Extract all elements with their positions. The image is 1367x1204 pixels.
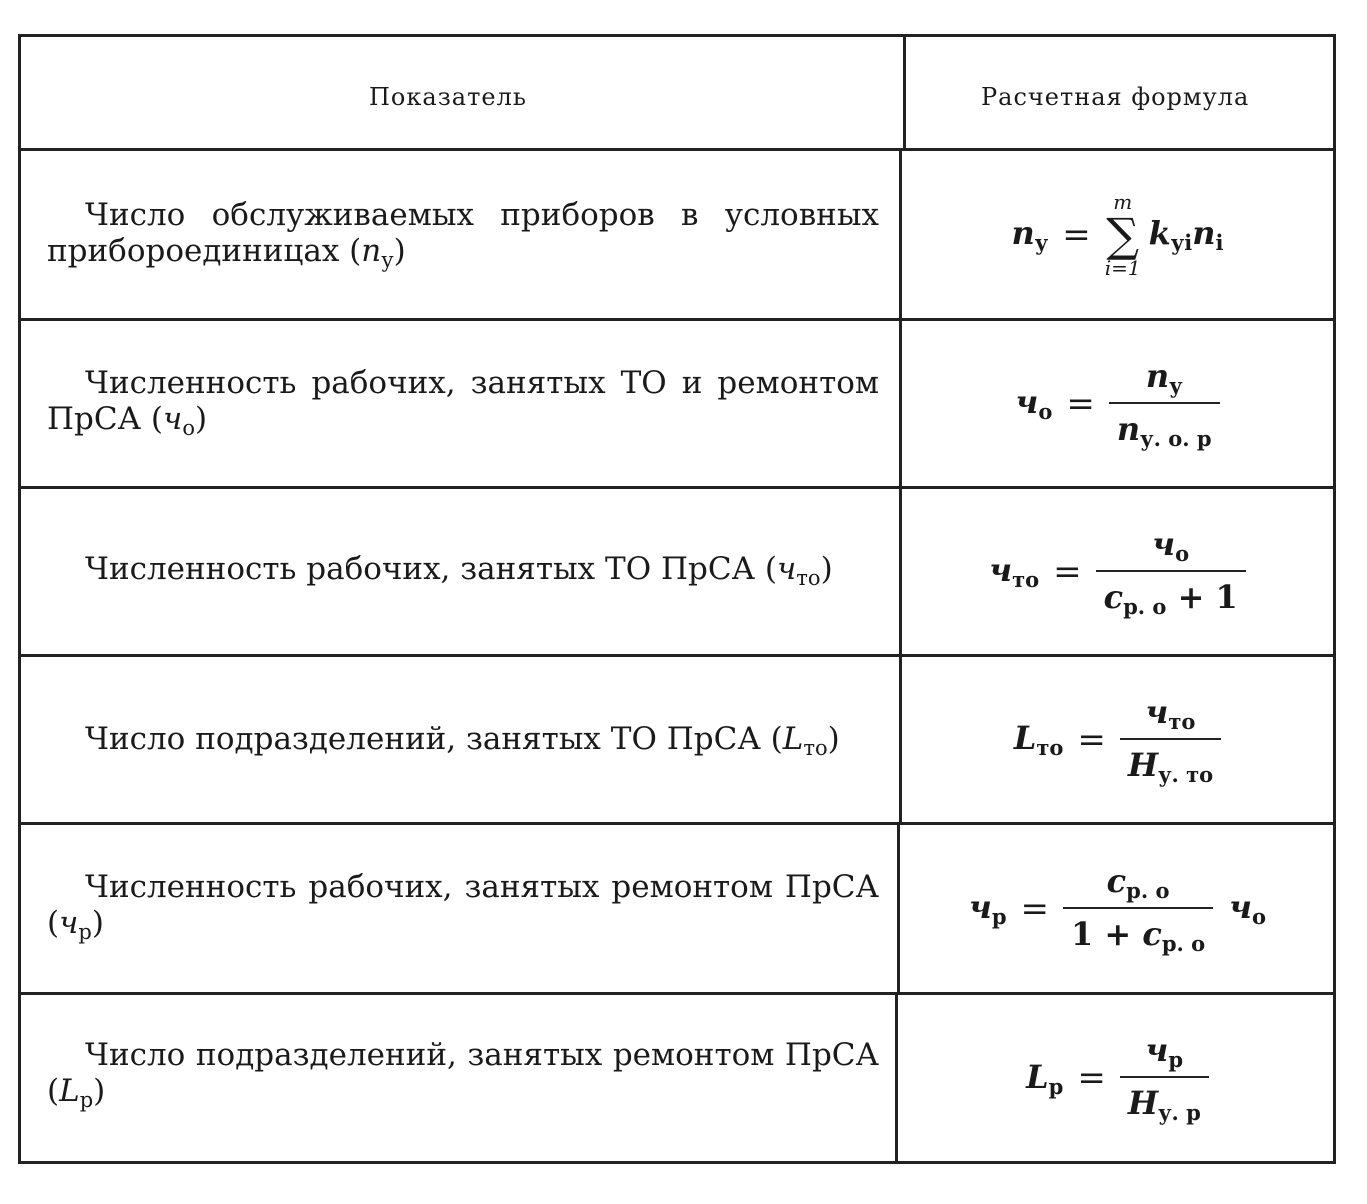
indicator-description: Численность рабочих, занятых ТО и ремонтом ПрСА $(ч_о)$ [47, 365, 879, 440]
header-indicator: Показатель [369, 83, 527, 111]
table-row [21, 321, 1333, 489]
table-header-row [21, 37, 1333, 151]
indicator-description: Число подразделений, занятых ТО ПрСА $(L_{то})$ [85, 721, 840, 760]
formula-cell [899, 657, 1336, 822]
formula: $n_у$ = m ∑ i=1 $k_{уi}n_i$ [1011, 189, 1224, 280]
formula-table [18, 34, 1336, 1164]
formula-cell [899, 825, 1336, 992]
fraction: $\frac{n_у}{n_{у. о. р}}$ [1109, 357, 1220, 451]
formula: $ч_{то}$ = $\frac{ч_о}{c_{р. о} + 1}$ [989, 525, 1246, 619]
formula-cell [899, 995, 1336, 1161]
fraction: $\frac{ч_{то}}{H_{у. то}}$ [1120, 693, 1221, 787]
formula-cell [899, 151, 1336, 318]
formula: $ч_о$ = $\frac{n_у}{n_{у. о. р}}$ [1015, 357, 1219, 451]
table-row [21, 151, 1333, 321]
formula-cell [899, 489, 1336, 654]
formula: $L_{то}$ = $\frac{ч_{то}}{H_{у. то}}$ [1014, 693, 1221, 787]
formula-cell [899, 321, 1336, 486]
indicator-description: Число обслуживаемых приборов в условных прибороединицах $(n_у)$ [47, 197, 879, 272]
formula: $L_р$ = $\frac{ч_р}{H_{у. р}}$ [1026, 1031, 1209, 1125]
fraction: $\frac{ч_р}{H_{у. р}}$ [1120, 1031, 1209, 1125]
column-divider [903, 37, 906, 148]
summation-sign: m ∑ i=1 [1104, 189, 1141, 280]
indicator-description: Число подразделений, занятых ремонтом ПрСА $(L_р)$ [47, 1037, 879, 1112]
table-row [21, 657, 1333, 825]
formula: $ч_р$ = $\frac{c_{р. о}}{1 + c_{р. о}}$ $ч_о$ [968, 861, 1267, 956]
fraction: $\frac{ч_о}{c_{р. о} + 1}$ [1096, 525, 1246, 619]
fraction: $\frac{c_{р. о}}{1 + c_{р. о}}$ [1063, 862, 1213, 956]
table-row [21, 995, 1333, 1161]
indicator-description: Численность рабочих, занятых ремонтом ПрСА $(ч_р)$ [47, 869, 879, 944]
column-divider [895, 995, 898, 1161]
header-formula: Расчетная формула [981, 83, 1250, 111]
indicator-description: Численность рабочих, занятых ТО ПрСА $(ч_{то})$ [85, 551, 833, 590]
table-row [21, 825, 1333, 995]
table-row [21, 489, 1333, 657]
